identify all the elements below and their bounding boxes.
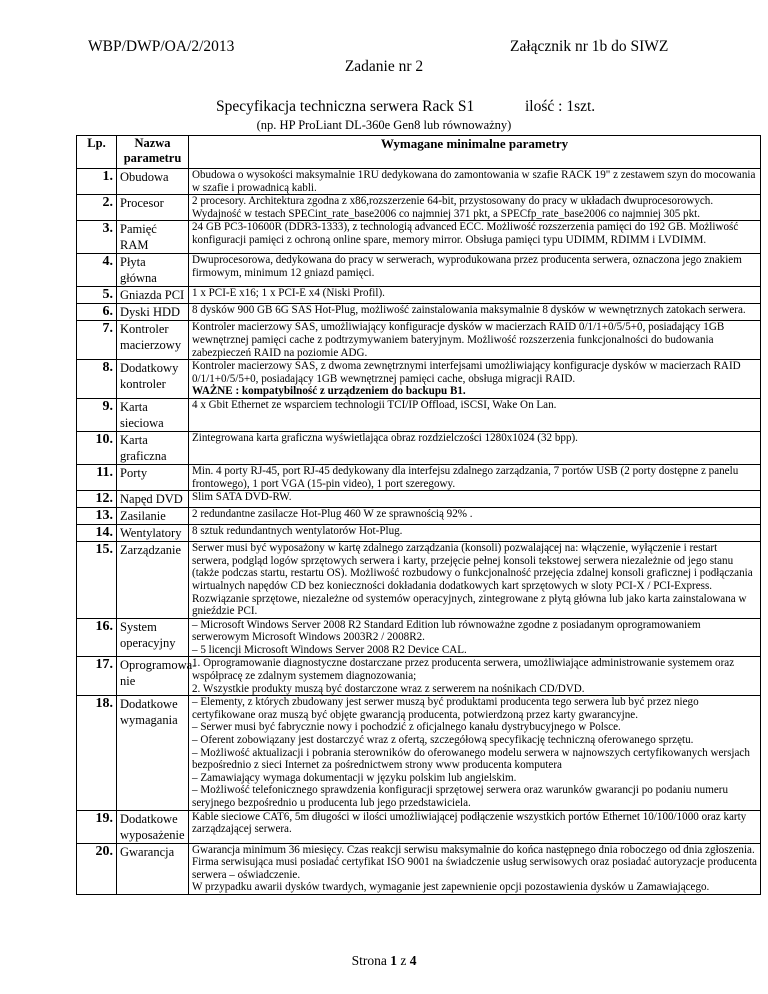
table-row [77,843,761,894]
row-number: 4. [77,254,117,287]
parameter-requirements [189,696,761,810]
row-number: 19. [77,810,117,843]
table-row [77,221,761,254]
requirement-line: 24 GB PC3-10600R (DDR3-1333), z technologią advanced ECC. Możliwość rozszerzenia pamięci do 192 GB. Możliwość konfiguracji pamięci z ochroną online spare, memory mirror. Obsługa pamięci typu UDIMM, RDIMM i LVDIMM. [192,221,739,246]
requirement-line: – Serwer musi być fabrycznie nowy i pochodzić z oficjalnego kanału dystrybucyjnego w Polsce. [192,721,621,734]
task-label: Zadanie nr 2 [344,58,424,75]
table-row [77,542,761,619]
parameter-requirements [189,542,761,619]
table-header-row [77,136,761,169]
requirement-line: – Elementy, z których zbudowany jest serwer muszą być produktami producenta tego serwera lub być przez niego certyfikowane oraz muszą być objęte gwarancją producenta, potwierdzoną przez karty gwarancyjne. [192,696,699,721]
footer-prefix: Strona [351,953,391,968]
table-row [77,491,761,508]
parameter-requirements [189,221,761,254]
row-number: 10. [77,431,117,464]
column-header-name: Nazwa parametru [117,136,189,169]
parameter-requirements [189,398,761,431]
table-row [77,525,761,542]
table-row [77,810,761,843]
footer-separator: z [396,953,410,968]
row-number: 6. [77,304,117,321]
row-number: 11. [77,464,117,490]
requirement-line: 4 x Gbit Ethernet ze wsparciem technologii TCI/IP Offload, iSCSI, Wake On Lan. [192,398,557,411]
parameter-requirements [189,431,761,464]
parameter-requirements [189,360,761,399]
attachment-label: Załącznik nr 1b do SIWZ [510,38,669,55]
row-number: 1. [77,169,117,195]
requirement-line: – 5 licencji Microsoft Windows Server 2008 R2 Device CAL. [192,643,467,656]
parameter-name: System operacyjny [117,618,189,657]
requirement-line: 1 x PCI-E x16; 1 x PCI-E x4 (Niski Profil). [192,287,385,300]
table-row [77,618,761,657]
parameter-requirements [189,254,761,287]
table-row [77,360,761,399]
requirement-line: Dwuprocesorowa, dedykowana do pracy w serwerach, wyprodukowana przez producenta serwera, oznaczona jego znakiem firmowym, minimum 12 gniazd pamięci. [192,254,742,279]
row-number: 17. [77,657,117,696]
parameter-name: Płyta główna [117,254,189,287]
parameter-name: Wentylatory [117,525,189,542]
table-row [77,321,761,360]
parameter-name: Zarządzanie [117,542,189,619]
parameter-name: Pamięć RAM [117,221,189,254]
parameter-name: Dodatkowy kontroler [117,360,189,399]
parameter-requirements [189,304,761,321]
table-row [77,287,761,304]
parameter-requirements [189,321,761,360]
requirement-line: Kontroler macierzowy SAS, z dwoma zewnętrznymi interfejsami umożliwiający konfiguracje dysków w macierzach RAID 0/1/1+0/5/5+0, posiadający 1GB wewnętrznej pamięci cache, obsługa migracji RAID. [192,360,741,385]
requirement-line: 1. Oprogramowanie diagnostyczne dostarczane przez producenta serwera, umożliwiające administrowanie systemem oraz współpracę ze zdalnym systemem diagnozowania; [192,657,735,683]
parameter-name: Kontroler macierzowy [117,321,189,360]
parameter-name: Gwarancja [117,843,189,894]
requirement-line: Kable sieciowe CAT6, 5m długości w ilości umożliwiającej podłączenie wszystkich portów Ethernet 10/100/1000 oraz karty zarządzającej serwera. [192,810,747,836]
parameter-name: Karta sieciowa [117,398,189,431]
parameter-name: Karta graficzna [117,431,189,464]
table-row [77,508,761,525]
table-row [77,254,761,287]
parameter-name: Procesor [117,195,189,221]
requirement-line: Slim SATA DVD-RW. [192,491,292,504]
table-row [77,696,761,810]
requirement-line: Min. 4 porty RJ-45, port RJ-45 dedykowany dla interfejsu zdalnego zarządzania, 7 portów USB (2 porty dostępne z panelu frontowego), 1 port VGA (15-pin video), 1 port szeregowy. [192,464,739,490]
parameter-requirements [189,287,761,304]
parameter-requirements [189,525,761,542]
column-header-requirements: Wymagane minimalne parametry [189,136,761,169]
row-number: 7. [77,321,117,360]
row-number: 20. [77,843,117,894]
page-total: 4 [409,953,417,968]
parameter-requirements [189,195,761,221]
parameter-name: Dodatkowe wymagania [117,696,189,810]
requirement-line: Obudowa o wysokości maksymalnie 1RU dedykowana do zamontowania w szafie RACK 19" z zestawem szyn do mocowania w szafie i prowadnicą kabli. [192,169,756,194]
requirement-line: – Możliwość telefonicznego sprawdzenia konfiguracji sprzętowej serwera oraz warunków gwarancji po podaniu numeru seryjnego bezpośrednio u producenta lub jego przedstawiciela. [192,784,728,809]
requirement-line: – Microsoft Windows Server 2008 R2 Standard Edition lub równoważne zgodne z posiadanym oprogramowaniem serwerowym Microsoft Windows 2003R2 / 2008R2. [192,618,701,644]
row-number: 16. [77,618,117,657]
parameter-requirements [189,810,761,843]
page-footer [0,953,768,969]
requirement-line: Kontroler macierzowy SAS, umożliwiający konfiguracje dysków w macierzach RAID 0/1/1+0/5/5+0, posiadający 1GB wewnętrznej pamięci cache z podtrzymywaniem bateryjnym. Możliwość rozszerzenia funkcjonalności do budowania zabezpieczeń RAID na poziomie ADG. [192,321,725,359]
row-number: 15. [77,542,117,619]
row-number: 13. [77,508,117,525]
row-number: 5. [77,287,117,304]
parameter-name: Zasilanie [117,508,189,525]
spec-title: Specyfikacja techniczna serwera Rack S1 [216,98,475,115]
parameter-requirements [189,464,761,490]
parameter-requirements [189,843,761,894]
table-row [77,195,761,221]
table-row [77,304,761,321]
column-header-lp: Lp. [77,136,117,169]
requirement-line: W przypadku awarii dysków twardych, wymaganie jest zapewnienie opcji pozostawienia dysków u Zamawiającego. [192,881,710,894]
parameter-name: Gniazda PCI [117,287,189,304]
spec-quantity: ilość : 1szt. [525,98,596,115]
spec-subtitle: (np. HP ProLiant DL-360e Gen8 lub równoważny) [256,118,512,132]
row-number: 12. [77,491,117,508]
parameter-name: Porty [117,464,189,490]
row-number: 18. [77,696,117,810]
row-number: 8. [77,360,117,399]
spec-table [76,135,761,895]
document-reference: WBP/DWP/OA/2/2013 [88,38,235,55]
requirement-line: 2 redundantne zasilacze Hot-Plug 460 W ze sprawnością 92% . [192,508,473,521]
row-number: 2. [77,195,117,221]
table-row [77,398,761,431]
page-number: 1 [390,953,397,968]
table-row [77,657,761,696]
parameter-name: Napęd DVD [117,491,189,508]
requirement-note: WAŻNE : kompatybilność z urządzeniem do backupu B1. [192,385,466,398]
parameter-name: Dyski HDD [117,304,189,321]
parameter-requirements [189,618,761,657]
requirement-line: 2. Wszystkie produkty muszą być dostarczone wraz z serwerem na nośnikach CD/DVD. [192,682,585,695]
requirement-line: – Zamawiający wymaga dokumentacji w języku polskim lub angielskim. [192,771,517,784]
requirement-line: 8 sztuk redundantnych wentylatorów Hot-Plug. [192,525,403,538]
parameter-name: Obudowa [117,169,189,195]
table-row [77,431,761,464]
row-number: 9. [77,398,117,431]
table-row [77,464,761,490]
requirement-line: Serwer musi być wyposażony w kartę zdalnego zarządzania (konsoli) pozwalającej na: włączenie, wyłączenie i restart serwera, podgląd logów sprzętowych serwera i karty, przejęcie pełnej konsoli tekstowej serwera niezależnie od jego stanu (także podczas startu, restartu OS). Możliwość rozbudowy o funkcjonalność przejęcia zdalnej konsoli graficznej i podłączania wirtualnych napędów CD bez konieczności dokładania dodatkowych kart sprzętowych w sloty PCI-X / PCI-Express. Rozwiązanie sprzętowe, niezależne od systemów operacyjnych, zintegrowane z płytą główna lub jako karta zainstalowana w gnieździe PCI. [192,542,753,618]
row-number: 14. [77,525,117,542]
table-row [77,169,761,195]
parameter-requirements [189,491,761,508]
requirement-line: 2 procesory. Architektura zgodna z x86,rozszerzenie 64-bit, przystosowany do pracy w układach dwuprocesorowych. Wydajność w testach SPECint_rate_base2006 co najmniej 371 pkt, a SPECfp_rate_base2006 co najmniej 305 pkt. [192,195,714,220]
row-number: 3. [77,221,117,254]
parameter-requirements [189,657,761,696]
requirement-line: 8 dysków 900 GB 6G SAS Hot-Plug, możliwość zainstalowania maksymalnie 8 dysków w wewnętrznych zatokach serwera. [192,304,746,317]
parameter-name: Oprogramowa-nie [117,657,189,696]
requirement-line: Gwarancja minimum 36 miesięcy. Czas reakcji serwisu maksymalnie do końca następnego dnia roboczego od dnia zgłoszenia. Firma serwisująca musi posiadać certyfikat ISO 9001 na świadczenie usług serwisowych oraz posiadać autoryzacje producenta serwera – oświadczenie. [192,843,757,881]
parameter-requirements [189,508,761,525]
parameter-name: Dodatkowe wyposażenie [117,810,189,843]
requirement-line: – Oferent zobowiązany jest dostarczyć wraz z ofertą, szczegółową specyfikację techniczną oferowanego sprzętu. [192,734,694,747]
requirement-line: – Możliwość aktualizacji i pobrania sterowników do oferowanego modelu serwera w najnowszych certyfikowanych wersjach bezpośrednio z sieci Internet za pośrednictwem strony www producenta komputera [192,746,750,772]
parameter-requirements [189,169,761,195]
requirement-line: Zintegrowana karta graficzna wyświetlająca obraz rozdzielczości 1280x1024 (32 bpp). [192,431,578,444]
